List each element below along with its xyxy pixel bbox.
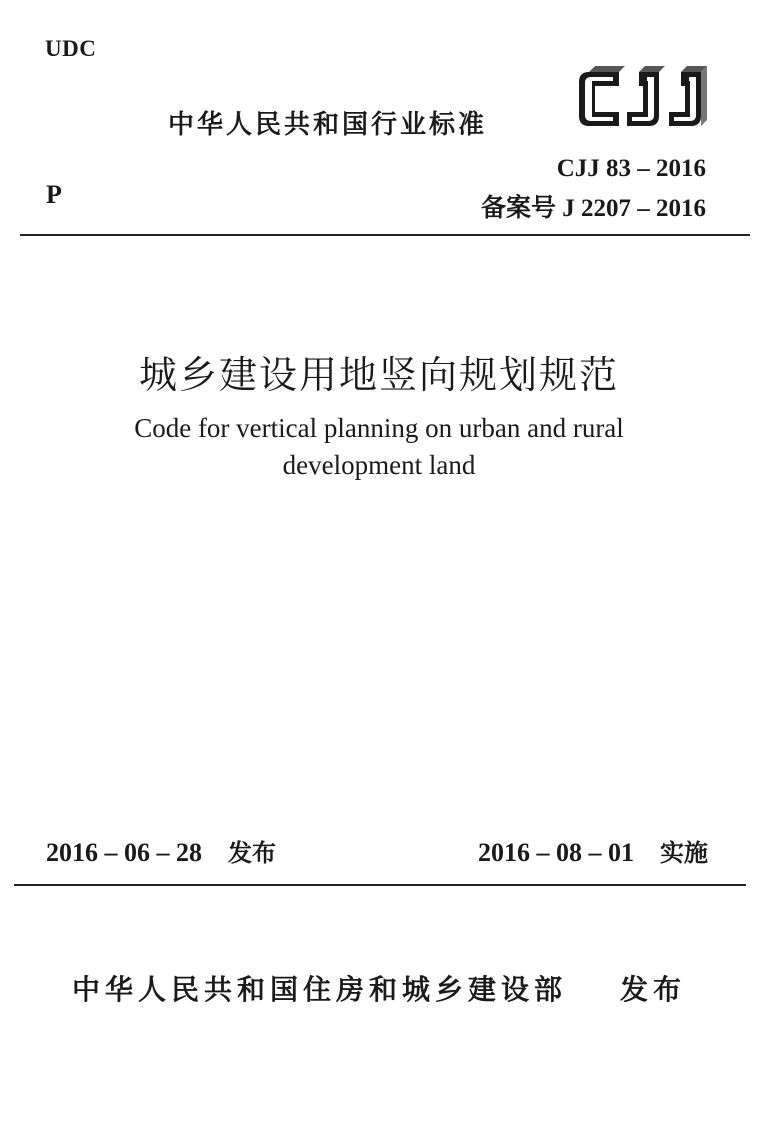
standard-code: CJJ 83 – 2016 — [556, 155, 706, 182]
issue-date: 2016 – 06 – 28 — [46, 838, 202, 867]
bottom-divider — [14, 884, 746, 886]
category-letter: P — [46, 180, 62, 209]
publish-label: 发布 — [620, 973, 687, 1006]
title-english-line1: Code for vertical planning on urban and rural — [134, 413, 624, 443]
title-chinese: 城乡建设用地竖向规划规范 — [138, 353, 619, 397]
cjj-logo — [575, 64, 709, 134]
title-english — [0, 410, 758, 484]
implement-date-block — [478, 833, 708, 868]
implement-date: 2016 – 08 – 01 — [478, 838, 634, 867]
publisher: 中华人民共和国住房和城乡建设部 — [72, 973, 568, 1006]
udc-label: UDC — [45, 36, 97, 61]
issue-date-block — [46, 833, 276, 868]
standard-category: 中华人民共和国行业标准 — [168, 110, 488, 140]
issue-label: 发布 — [228, 839, 276, 867]
record-number: 备案号 J 2207 – 2016 — [480, 195, 706, 222]
top-divider — [20, 234, 750, 236]
implement-label: 实施 — [660, 839, 708, 867]
title-english-line2: development land — [282, 450, 476, 480]
